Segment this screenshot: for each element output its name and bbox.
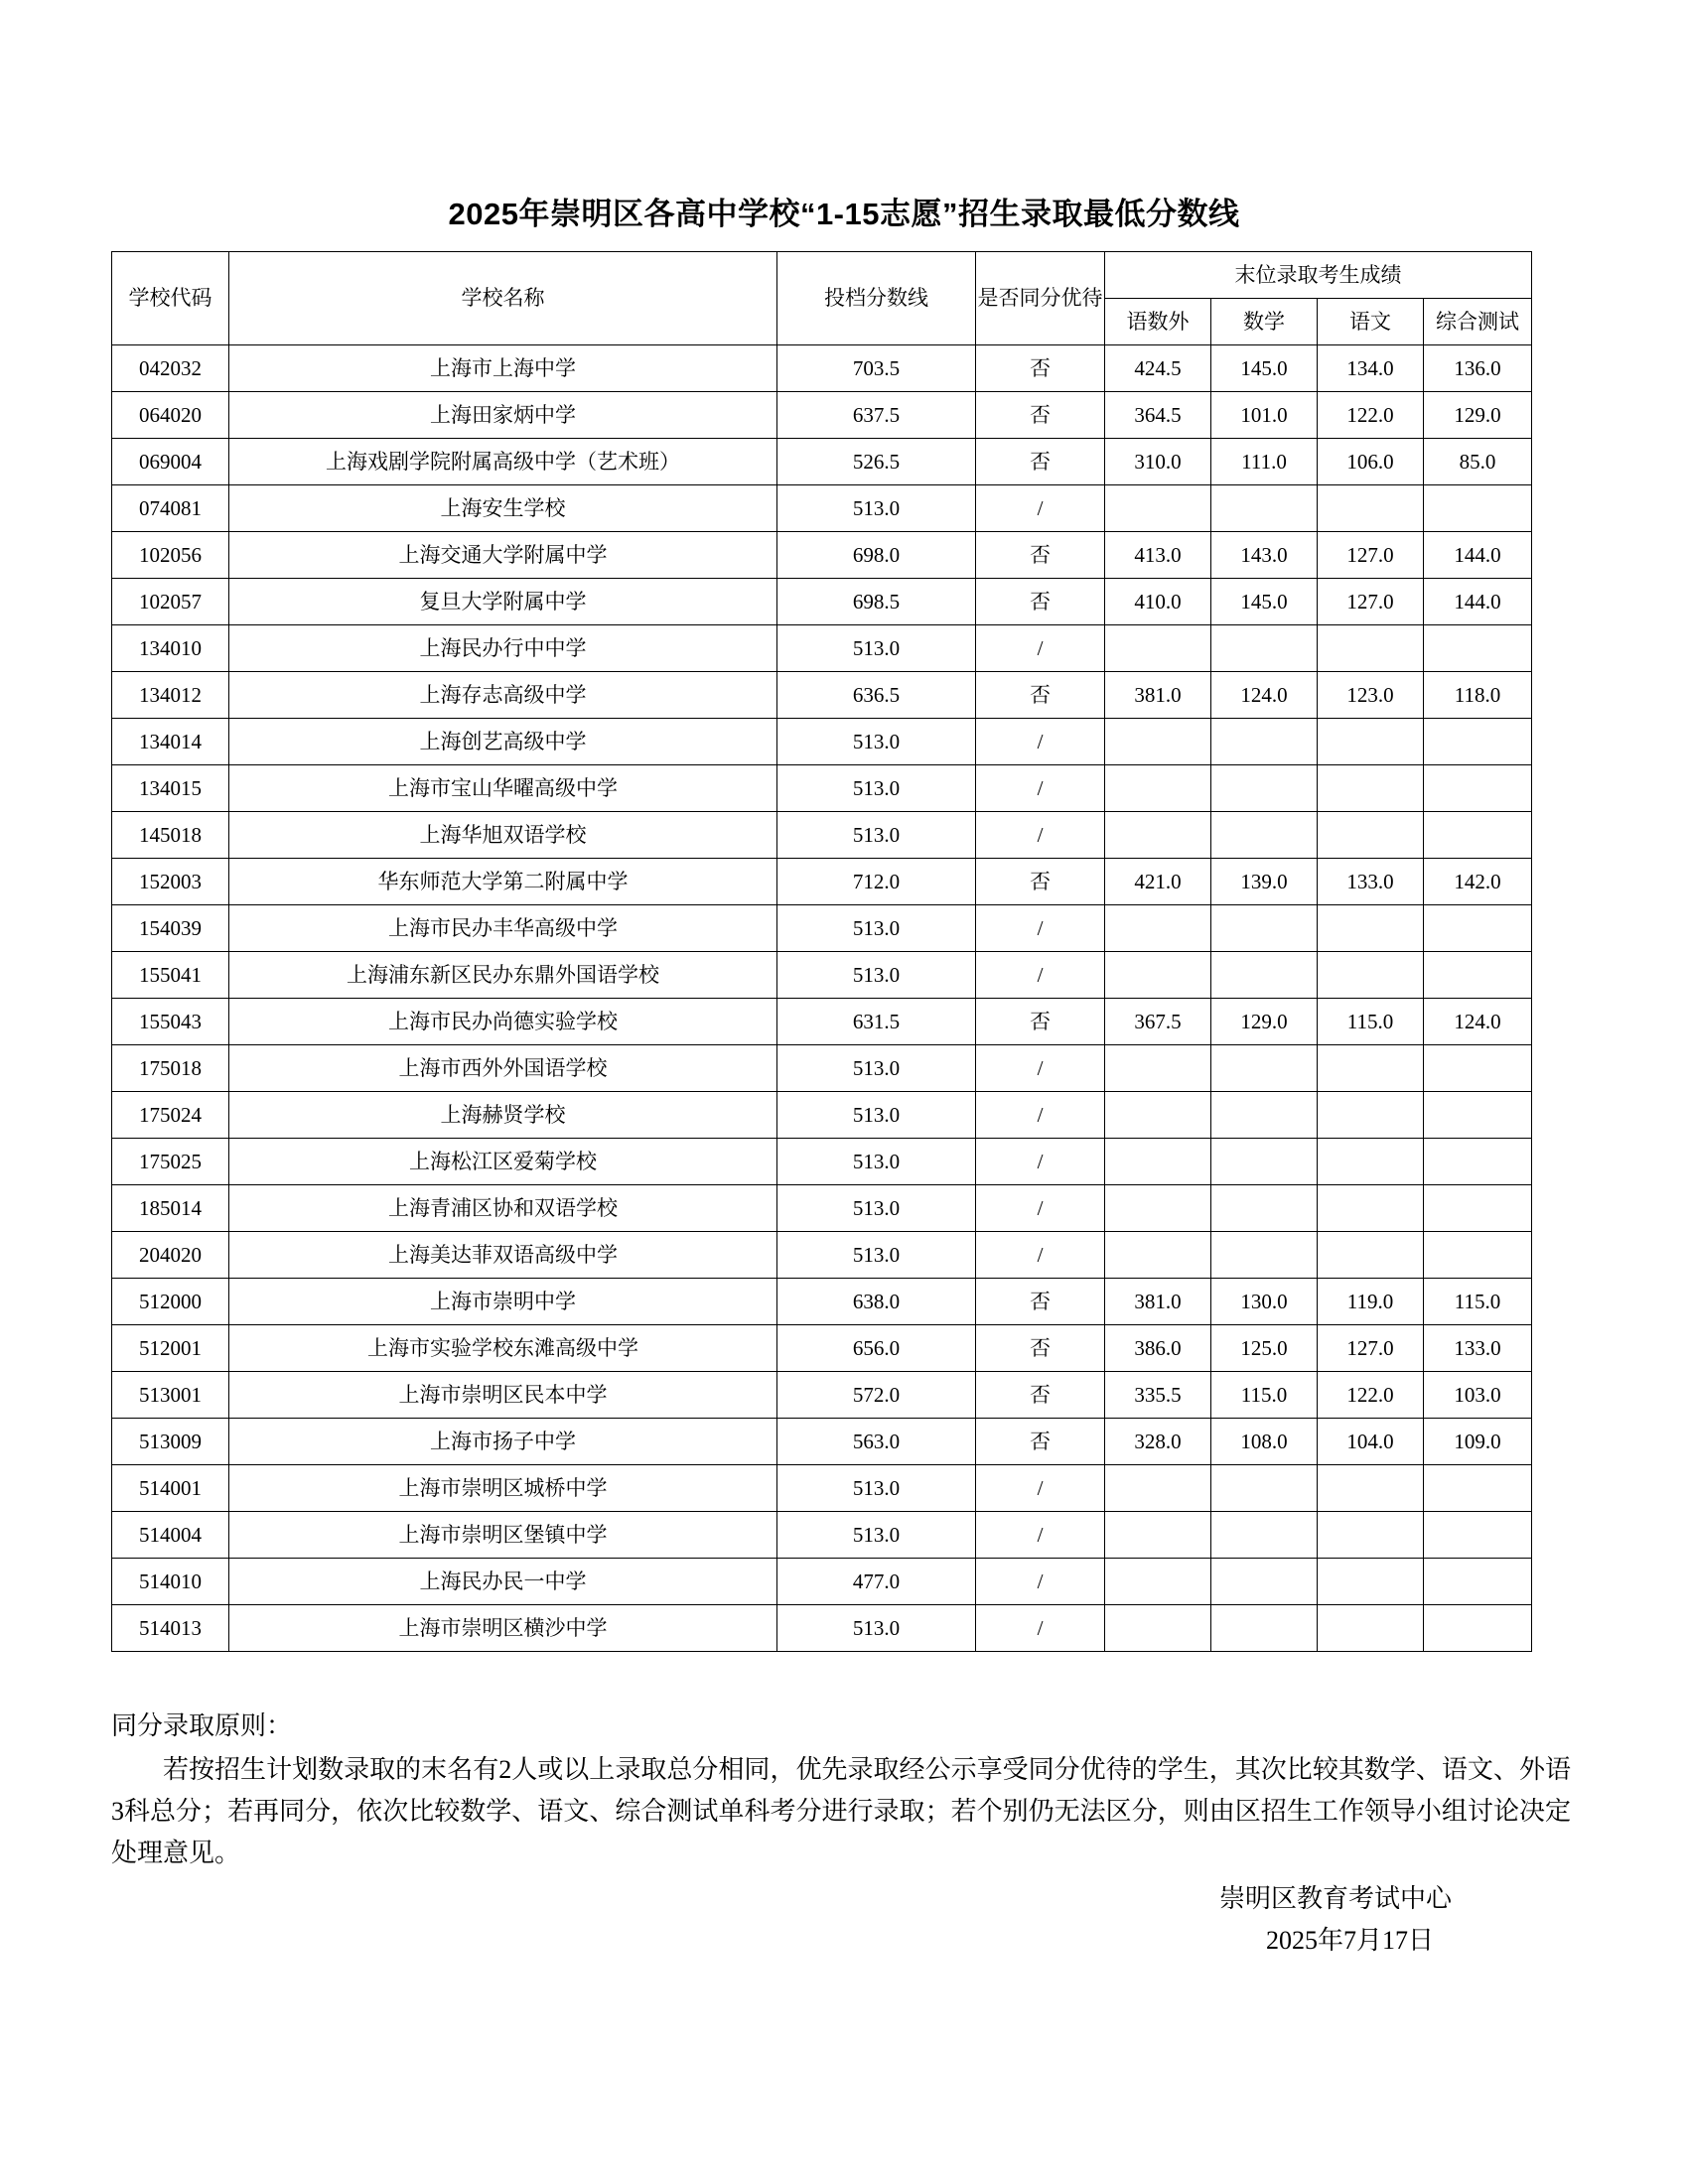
cell-chinese: 122.0 bbox=[1318, 1372, 1424, 1419]
cell-admission-line: 513.0 bbox=[777, 1232, 976, 1279]
notes-body: 若按招生计划数录取的末名有2人或以上录取总分相同，优先录取经公示享受同分优待的学生，其次比较其数学、语文、外语3科总分；若再同分，依次比较数学、语文、综合测试单科考分进行录取；若个别仍无法区分，则由区招生工作领导小组讨论决定处理意见。 bbox=[111, 1755, 1571, 1868]
cell-tie-preference: / bbox=[976, 1512, 1105, 1559]
cell-admission-line: 513.0 bbox=[777, 905, 976, 952]
column-header-comprehensive: 综合测试 bbox=[1424, 299, 1532, 345]
cell-admission-line: 638.0 bbox=[777, 1279, 976, 1325]
cell-math: 143.0 bbox=[1211, 532, 1318, 579]
table-row bbox=[112, 1325, 1532, 1372]
signature-block bbox=[111, 1878, 1452, 1962]
cell-math bbox=[1211, 1092, 1318, 1139]
table-body bbox=[112, 345, 1532, 1652]
cell-tie-preference: 否 bbox=[976, 392, 1105, 439]
cell-comprehensive bbox=[1424, 1139, 1532, 1185]
cell-math bbox=[1211, 1045, 1318, 1092]
cell-chinese: 115.0 bbox=[1318, 999, 1424, 1045]
cell-admission-line: 477.0 bbox=[777, 1559, 976, 1605]
cell-school-code: 102057 bbox=[112, 579, 229, 625]
cell-math bbox=[1211, 1465, 1318, 1512]
column-header-school-code: 学校代码 bbox=[112, 252, 229, 345]
cell-chinese bbox=[1318, 719, 1424, 765]
cell-chinese-math-english: 410.0 bbox=[1105, 579, 1211, 625]
table-row bbox=[112, 1092, 1532, 1139]
table-row bbox=[112, 905, 1532, 952]
cell-math: 124.0 bbox=[1211, 672, 1318, 719]
cell-chinese bbox=[1318, 1185, 1424, 1232]
table-row bbox=[112, 625, 1532, 672]
table-row bbox=[112, 672, 1532, 719]
table-row bbox=[112, 859, 1532, 905]
cell-admission-line: 698.0 bbox=[777, 532, 976, 579]
cell-tie-preference: / bbox=[976, 1605, 1105, 1652]
cell-school-name: 上海华旭双语学校 bbox=[229, 812, 777, 859]
cell-chinese bbox=[1318, 485, 1424, 532]
cell-comprehensive bbox=[1424, 765, 1532, 812]
cell-school-code: 185014 bbox=[112, 1185, 229, 1232]
table-row bbox=[112, 1465, 1532, 1512]
cell-chinese bbox=[1318, 1045, 1424, 1092]
cell-math: 115.0 bbox=[1211, 1372, 1318, 1419]
cell-chinese-math-english bbox=[1105, 905, 1211, 952]
cell-tie-preference: / bbox=[976, 1045, 1105, 1092]
cell-school-code: 513009 bbox=[112, 1419, 229, 1465]
cell-math bbox=[1211, 905, 1318, 952]
cell-chinese-math-english bbox=[1105, 1185, 1211, 1232]
cell-math bbox=[1211, 485, 1318, 532]
cell-admission-line: 572.0 bbox=[777, 1372, 976, 1419]
cell-school-name: 上海市扬子中学 bbox=[229, 1419, 777, 1465]
cell-chinese-math-english bbox=[1105, 485, 1211, 532]
cell-chinese-math-english bbox=[1105, 1139, 1211, 1185]
cell-chinese-math-english bbox=[1105, 1559, 1211, 1605]
cell-chinese-math-english bbox=[1105, 1465, 1211, 1512]
table-row bbox=[112, 1139, 1532, 1185]
cell-tie-preference: 否 bbox=[976, 1279, 1105, 1325]
cell-school-name: 上海创艺高级中学 bbox=[229, 719, 777, 765]
signature-date: 2025年7月17日 bbox=[1265, 1926, 1434, 1956]
cell-school-name: 上海市崇明区堡镇中学 bbox=[229, 1512, 777, 1559]
cell-admission-line: 513.0 bbox=[777, 812, 976, 859]
cell-comprehensive: 142.0 bbox=[1424, 859, 1532, 905]
cell-tie-preference: / bbox=[976, 812, 1105, 859]
cell-chinese: 104.0 bbox=[1318, 1419, 1424, 1465]
table-header bbox=[112, 252, 1532, 345]
cell-comprehensive bbox=[1424, 952, 1532, 999]
cell-math bbox=[1211, 719, 1318, 765]
cell-school-code: 152003 bbox=[112, 859, 229, 905]
column-header-admission-line: 投档分数线 bbox=[777, 252, 976, 345]
cell-math: 129.0 bbox=[1211, 999, 1318, 1045]
table-row bbox=[112, 1185, 1532, 1232]
cell-school-code: 175025 bbox=[112, 1139, 229, 1185]
cell-chinese-math-english bbox=[1105, 1232, 1211, 1279]
cell-comprehensive bbox=[1424, 1512, 1532, 1559]
cell-school-name: 上海市崇明区横沙中学 bbox=[229, 1605, 777, 1652]
cell-school-name: 上海松江区爱菊学校 bbox=[229, 1139, 777, 1185]
cell-tie-preference: 否 bbox=[976, 439, 1105, 485]
cell-school-name: 上海市崇明区民本中学 bbox=[229, 1372, 777, 1419]
cell-school-name: 上海青浦区协和双语学校 bbox=[229, 1185, 777, 1232]
table-row bbox=[112, 1419, 1532, 1465]
cell-admission-line: 637.5 bbox=[777, 392, 976, 439]
cell-tie-preference: / bbox=[976, 1185, 1105, 1232]
cell-admission-line: 513.0 bbox=[777, 765, 976, 812]
cell-comprehensive bbox=[1424, 485, 1532, 532]
cell-tie-preference: / bbox=[976, 1092, 1105, 1139]
cell-tie-preference: 否 bbox=[976, 532, 1105, 579]
cell-chinese: 127.0 bbox=[1318, 579, 1424, 625]
cell-school-name: 上海市西外外国语学校 bbox=[229, 1045, 777, 1092]
cell-math: 145.0 bbox=[1211, 579, 1318, 625]
cell-school-name: 上海戏剧学院附属高级中学（艺术班） bbox=[229, 439, 777, 485]
cell-tie-preference: / bbox=[976, 485, 1105, 532]
cell-admission-line: 563.0 bbox=[777, 1419, 976, 1465]
cell-school-code: 512001 bbox=[112, 1325, 229, 1372]
cell-tie-preference: 否 bbox=[976, 999, 1105, 1045]
cell-chinese: 119.0 bbox=[1318, 1279, 1424, 1325]
cell-chinese-math-english bbox=[1105, 765, 1211, 812]
cell-chinese: 127.0 bbox=[1318, 532, 1424, 579]
cell-admission-line: 513.0 bbox=[777, 719, 976, 765]
cell-comprehensive bbox=[1424, 1185, 1532, 1232]
cell-comprehensive bbox=[1424, 905, 1532, 952]
cell-tie-preference: / bbox=[976, 1559, 1105, 1605]
cell-comprehensive: 103.0 bbox=[1424, 1372, 1532, 1419]
cell-comprehensive: 115.0 bbox=[1424, 1279, 1532, 1325]
cell-school-name: 上海交通大学附属中学 bbox=[229, 532, 777, 579]
cell-school-name: 上海市崇明区城桥中学 bbox=[229, 1465, 777, 1512]
cell-chinese bbox=[1318, 1232, 1424, 1279]
cell-comprehensive bbox=[1424, 1605, 1532, 1652]
cell-chinese-math-english bbox=[1105, 1512, 1211, 1559]
cell-admission-line: 513.0 bbox=[777, 1139, 976, 1185]
cell-chinese: 123.0 bbox=[1318, 672, 1424, 719]
cell-admission-line: 703.5 bbox=[777, 345, 976, 392]
cell-tie-preference: / bbox=[976, 952, 1105, 999]
cell-math bbox=[1211, 765, 1318, 812]
table-header-row-primary bbox=[112, 252, 1532, 299]
cell-chinese-math-english: 381.0 bbox=[1105, 672, 1211, 719]
cell-admission-line: 636.5 bbox=[777, 672, 976, 719]
cell-tie-preference: 否 bbox=[976, 672, 1105, 719]
table-row bbox=[112, 1559, 1532, 1605]
cell-chinese bbox=[1318, 1092, 1424, 1139]
cell-chinese: 134.0 bbox=[1318, 345, 1424, 392]
cell-school-code: 134010 bbox=[112, 625, 229, 672]
cell-chinese-math-english: 421.0 bbox=[1105, 859, 1211, 905]
cell-school-code: 204020 bbox=[112, 1232, 229, 1279]
cell-school-code: 069004 bbox=[112, 439, 229, 485]
notes-section bbox=[111, 1706, 1571, 1874]
column-header-school-name: 学校名称 bbox=[229, 252, 777, 345]
cell-school-code: 064020 bbox=[112, 392, 229, 439]
cell-school-code: 514001 bbox=[112, 1465, 229, 1512]
cell-school-name: 上海市民办尚德实验学校 bbox=[229, 999, 777, 1045]
cell-comprehensive bbox=[1424, 1092, 1532, 1139]
cell-chinese bbox=[1318, 1465, 1424, 1512]
cell-math bbox=[1211, 625, 1318, 672]
cell-admission-line: 656.0 bbox=[777, 1325, 976, 1372]
signature-issuer: 崇明区教育考试中心 bbox=[1218, 1884, 1452, 1913]
page-title: 2025年崇明区各高中学校“1-15志愿”招生录取最低分数线 bbox=[448, 197, 1240, 231]
cell-chinese-math-english: 364.5 bbox=[1105, 392, 1211, 439]
column-header-chinese-math-english: 语数外 bbox=[1105, 299, 1211, 345]
cell-math bbox=[1211, 1139, 1318, 1185]
cell-admission-line: 513.0 bbox=[777, 1185, 976, 1232]
cell-math bbox=[1211, 1512, 1318, 1559]
cell-school-code: 134012 bbox=[112, 672, 229, 719]
cell-school-code: 074081 bbox=[112, 485, 229, 532]
cell-tie-preference: 否 bbox=[976, 1372, 1105, 1419]
table-row bbox=[112, 719, 1532, 765]
cell-admission-line: 513.0 bbox=[777, 485, 976, 532]
cell-admission-line: 513.0 bbox=[777, 625, 976, 672]
table-row bbox=[112, 999, 1532, 1045]
cell-comprehensive: 129.0 bbox=[1424, 392, 1532, 439]
table-row bbox=[112, 1605, 1532, 1652]
cell-admission-line: 513.0 bbox=[777, 1605, 976, 1652]
cell-school-code: 514010 bbox=[112, 1559, 229, 1605]
cell-tie-preference: 否 bbox=[976, 345, 1105, 392]
cell-chinese bbox=[1318, 1139, 1424, 1185]
cell-admission-line: 526.5 bbox=[777, 439, 976, 485]
cell-chinese-math-english: 381.0 bbox=[1105, 1279, 1211, 1325]
cell-math: 145.0 bbox=[1211, 345, 1318, 392]
table-row bbox=[112, 1372, 1532, 1419]
cell-tie-preference: / bbox=[976, 1139, 1105, 1185]
table-row bbox=[112, 952, 1532, 999]
cell-school-code: 134015 bbox=[112, 765, 229, 812]
cell-school-code: 175018 bbox=[112, 1045, 229, 1092]
cell-chinese: 133.0 bbox=[1318, 859, 1424, 905]
cell-chinese-math-english: 386.0 bbox=[1105, 1325, 1211, 1372]
cell-admission-line: 631.5 bbox=[777, 999, 976, 1045]
cell-math bbox=[1211, 812, 1318, 859]
cell-chinese-math-english bbox=[1105, 1605, 1211, 1652]
cell-admission-line: 513.0 bbox=[777, 1465, 976, 1512]
cell-school-code: 175024 bbox=[112, 1092, 229, 1139]
cell-chinese: 106.0 bbox=[1318, 439, 1424, 485]
cell-admission-line: 513.0 bbox=[777, 1045, 976, 1092]
cell-chinese-math-english bbox=[1105, 1092, 1211, 1139]
cell-comprehensive bbox=[1424, 1232, 1532, 1279]
cell-school-name: 上海民办民一中学 bbox=[229, 1559, 777, 1605]
cell-tie-preference: 否 bbox=[976, 1325, 1105, 1372]
cell-school-name: 华东师范大学第二附属中学 bbox=[229, 859, 777, 905]
table-row bbox=[112, 485, 1532, 532]
cell-chinese-math-english: 328.0 bbox=[1105, 1419, 1211, 1465]
cell-chinese-math-english bbox=[1105, 719, 1211, 765]
cell-chinese bbox=[1318, 1559, 1424, 1605]
column-header-math: 数学 bbox=[1211, 299, 1318, 345]
cell-chinese-math-english: 413.0 bbox=[1105, 532, 1211, 579]
cell-school-code: 042032 bbox=[112, 345, 229, 392]
cell-math bbox=[1211, 1605, 1318, 1652]
cell-math bbox=[1211, 952, 1318, 999]
cell-school-code: 134014 bbox=[112, 719, 229, 765]
cell-school-name: 上海田家炳中学 bbox=[229, 392, 777, 439]
cell-school-code: 514013 bbox=[112, 1605, 229, 1652]
cell-chinese-math-english bbox=[1105, 812, 1211, 859]
cell-tie-preference: / bbox=[976, 765, 1105, 812]
cell-chinese: 122.0 bbox=[1318, 392, 1424, 439]
notes-heading: 同分录取原则： bbox=[111, 1711, 293, 1740]
cell-comprehensive bbox=[1424, 625, 1532, 672]
cell-tie-preference: / bbox=[976, 1232, 1105, 1279]
cell-comprehensive: 133.0 bbox=[1424, 1325, 1532, 1372]
cell-chinese-math-english: 424.5 bbox=[1105, 345, 1211, 392]
cell-chinese bbox=[1318, 625, 1424, 672]
cell-school-code: 513001 bbox=[112, 1372, 229, 1419]
cell-school-code: 102056 bbox=[112, 532, 229, 579]
table-row bbox=[112, 392, 1532, 439]
cell-comprehensive bbox=[1424, 1045, 1532, 1092]
cell-math: 130.0 bbox=[1211, 1279, 1318, 1325]
cell-school-code: 155043 bbox=[112, 999, 229, 1045]
cell-admission-line: 513.0 bbox=[777, 952, 976, 999]
cell-math bbox=[1211, 1185, 1318, 1232]
cell-math: 108.0 bbox=[1211, 1419, 1318, 1465]
table-row bbox=[112, 812, 1532, 859]
cell-chinese bbox=[1318, 765, 1424, 812]
cell-school-name: 上海市民办丰华高级中学 bbox=[229, 905, 777, 952]
cell-chinese bbox=[1318, 952, 1424, 999]
cell-tie-preference: / bbox=[976, 905, 1105, 952]
cell-comprehensive: 144.0 bbox=[1424, 532, 1532, 579]
cell-comprehensive bbox=[1424, 1559, 1532, 1605]
cell-comprehensive: 85.0 bbox=[1424, 439, 1532, 485]
cell-school-code: 155041 bbox=[112, 952, 229, 999]
table-row bbox=[112, 1045, 1532, 1092]
table-row bbox=[112, 765, 1532, 812]
cell-math: 139.0 bbox=[1211, 859, 1318, 905]
cell-tie-preference: / bbox=[976, 719, 1105, 765]
cell-comprehensive: 118.0 bbox=[1424, 672, 1532, 719]
cell-school-name: 上海市实验学校东滩高级中学 bbox=[229, 1325, 777, 1372]
cell-tie-preference: / bbox=[976, 625, 1105, 672]
cell-comprehensive: 109.0 bbox=[1424, 1419, 1532, 1465]
column-header-chinese: 语文 bbox=[1318, 299, 1424, 345]
score-table-container bbox=[111, 251, 1531, 1652]
cell-tie-preference: 否 bbox=[976, 579, 1105, 625]
cell-chinese-math-english: 335.5 bbox=[1105, 1372, 1211, 1419]
cell-math: 101.0 bbox=[1211, 392, 1318, 439]
cell-school-code: 512000 bbox=[112, 1279, 229, 1325]
cell-admission-line: 712.0 bbox=[777, 859, 976, 905]
table-row bbox=[112, 1512, 1532, 1559]
table-row bbox=[112, 345, 1532, 392]
cell-comprehensive bbox=[1424, 1465, 1532, 1512]
cell-chinese bbox=[1318, 812, 1424, 859]
cell-tie-preference: 否 bbox=[976, 1419, 1105, 1465]
cell-comprehensive bbox=[1424, 719, 1532, 765]
cell-comprehensive: 144.0 bbox=[1424, 579, 1532, 625]
cell-school-code: 154039 bbox=[112, 905, 229, 952]
cell-school-name: 上海市崇明中学 bbox=[229, 1279, 777, 1325]
cell-chinese-math-english bbox=[1105, 952, 1211, 999]
cell-school-name: 上海市上海中学 bbox=[229, 345, 777, 392]
cell-chinese-math-english bbox=[1105, 1045, 1211, 1092]
admission-score-table bbox=[111, 251, 1532, 1652]
cell-chinese-math-english: 367.5 bbox=[1105, 999, 1211, 1045]
cell-comprehensive: 136.0 bbox=[1424, 345, 1532, 392]
table-row bbox=[112, 1279, 1532, 1325]
cell-school-name: 上海存志高级中学 bbox=[229, 672, 777, 719]
cell-math bbox=[1211, 1559, 1318, 1605]
table-row bbox=[112, 579, 1532, 625]
column-header-tie-preference: 是否同分优待 bbox=[976, 252, 1105, 345]
cell-school-name: 上海市宝山华曜高级中学 bbox=[229, 765, 777, 812]
cell-chinese-math-english bbox=[1105, 625, 1211, 672]
cell-tie-preference: 否 bbox=[976, 859, 1105, 905]
table-row bbox=[112, 439, 1532, 485]
cell-chinese bbox=[1318, 1605, 1424, 1652]
cell-school-name: 上海赫贤学校 bbox=[229, 1092, 777, 1139]
cell-comprehensive: 124.0 bbox=[1424, 999, 1532, 1045]
table-row bbox=[112, 532, 1532, 579]
cell-tie-preference: / bbox=[976, 1465, 1105, 1512]
cell-math: 125.0 bbox=[1211, 1325, 1318, 1372]
cell-comprehensive bbox=[1424, 812, 1532, 859]
cell-school-name: 上海浦东新区民办东鼎外国语学校 bbox=[229, 952, 777, 999]
cell-admission-line: 513.0 bbox=[777, 1512, 976, 1559]
cell-school-name: 上海民办行中中学 bbox=[229, 625, 777, 672]
cell-school-code: 145018 bbox=[112, 812, 229, 859]
cell-admission-line: 698.5 bbox=[777, 579, 976, 625]
cell-math bbox=[1211, 1232, 1318, 1279]
cell-school-name: 上海美达菲双语高级中学 bbox=[229, 1232, 777, 1279]
cell-school-code: 514004 bbox=[112, 1512, 229, 1559]
cell-school-name: 上海安生学校 bbox=[229, 485, 777, 532]
cell-chinese-math-english: 310.0 bbox=[1105, 439, 1211, 485]
cell-admission-line: 513.0 bbox=[777, 1092, 976, 1139]
column-header-last-admitted-scores: 末位录取考生成绩 bbox=[1105, 252, 1532, 299]
cell-chinese bbox=[1318, 905, 1424, 952]
cell-math: 111.0 bbox=[1211, 439, 1318, 485]
cell-school-name: 复旦大学附属中学 bbox=[229, 579, 777, 625]
table-row bbox=[112, 1232, 1532, 1279]
cell-chinese bbox=[1318, 1512, 1424, 1559]
cell-chinese: 127.0 bbox=[1318, 1325, 1424, 1372]
